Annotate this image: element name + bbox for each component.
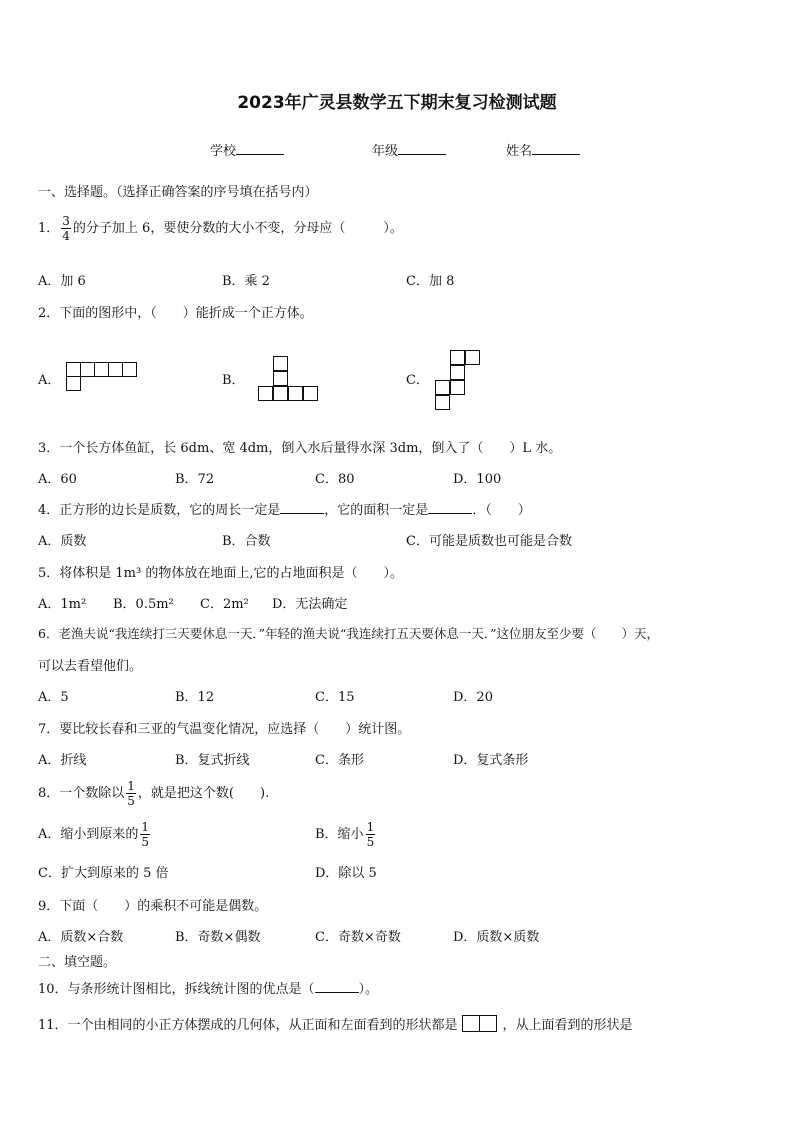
school-field <box>210 140 284 159</box>
q1-text-a: 的分子加上 6，要使分数的大小不变，分母应（ <box>72 221 346 236</box>
grade-blank[interactable] <box>398 142 446 155</box>
q2-option-a[interactable]: A． <box>38 373 61 388</box>
question-1 <box>38 214 403 243</box>
name-blank[interactable] <box>532 142 580 155</box>
q3-option-a[interactable]: A．60 <box>38 472 77 487</box>
q8-option-b[interactable] <box>315 820 377 849</box>
q8-option-a-frac-den: 5 <box>141 835 150 849</box>
question-4 <box>38 499 531 518</box>
q9-option-d[interactable]: D．质数×质数 <box>453 930 540 945</box>
question-5: 5．将体积是 1m³ 的物体放在地面上,它的占地面积是（ ）。 <box>38 566 403 581</box>
q7-option-a[interactable]: A．折线 <box>38 753 87 768</box>
q10-text-a: 10．与条形统计图相比，拆线统计图的优点是（ <box>38 982 315 997</box>
q1-option-b[interactable]: B．乘 2 <box>222 274 270 289</box>
question-9: 9．下面（ ）的乘积不可能是偶数。 <box>38 899 268 914</box>
q1-frac-num: 3 <box>62 214 70 228</box>
q9-option-a[interactable]: A．质数×合数 <box>38 930 124 945</box>
q7-option-d[interactable]: D．复式条形 <box>453 753 529 768</box>
q5-option-b[interactable]: B．0.5m² <box>113 597 174 612</box>
q4-option-b[interactable]: B．合数 <box>222 534 271 549</box>
q8-frac-num: 1 <box>127 779 135 793</box>
q5-option-d[interactable]: D．无法确定 <box>272 597 348 612</box>
q8-option-b-frac-num: 1 <box>366 820 375 834</box>
school-label: 学校 <box>210 144 237 159</box>
question-6-line-1: 6．老渔夫说“我连续打三天要休息一天．”年轻的渔夫说“我连续打五天要休息一天．”这位朋友至少要（ ）天， <box>38 626 660 641</box>
question-10 <box>38 978 378 997</box>
section-fill-heading: 二、填空题。 <box>38 955 117 970</box>
q5-option-a[interactable]: A．1m² <box>38 597 87 612</box>
q2-option-c[interactable]: C． <box>406 373 429 388</box>
q10-text-b: ）。 <box>358 982 379 997</box>
q1-frac-den: 4 <box>62 229 70 243</box>
q1-fraction <box>61 214 71 243</box>
q8-option-a[interactable] <box>38 820 152 849</box>
school-blank[interactable] <box>236 142 284 155</box>
q1-option-a[interactable]: A．加 6 <box>38 274 86 289</box>
q2-option-b[interactable]: B． <box>222 373 245 388</box>
question-8 <box>38 779 269 808</box>
name-field <box>506 140 580 159</box>
q6-option-c[interactable]: C．15 <box>315 690 355 705</box>
q7-option-c[interactable]: C．条形 <box>315 753 364 768</box>
q6-option-b[interactable]: B．12 <box>175 690 215 705</box>
question-6-line-2: 可以去看望他们。 <box>38 659 143 674</box>
q3-option-d[interactable]: D．100 <box>453 472 502 487</box>
section-choice-heading: 一、选择题。（选择正确答案的序号填在括号内） <box>38 185 318 200</box>
q4-text-b: ，它的面积一定是 <box>324 503 429 518</box>
q8-option-b-text: B．缩小 <box>315 827 364 842</box>
q7-option-b[interactable]: B．复式折线 <box>175 753 250 768</box>
q10-blank[interactable] <box>315 980 359 993</box>
question-2: 2．下面的图形中，（ ）能折成一个正方体。 <box>38 306 313 321</box>
q4-blank-1[interactable] <box>280 501 324 514</box>
q8-text-a: 8．一个数除以 <box>38 786 125 801</box>
q4-option-c[interactable]: C．可能是质数也可能是合数 <box>406 534 572 549</box>
q1-text-b: ）。 <box>383 221 403 236</box>
name-label: 姓名 <box>506 144 533 159</box>
q8-option-a-frac-num: 1 <box>141 820 150 834</box>
two-squares-shape <box>464 1015 497 1036</box>
question-3: 3．一个长方体鱼缸，长 6dm、宽 4dm，倒入水后量得水深 3dm，倒入了（ ）L 水。 <box>38 441 562 456</box>
q4-blank-2[interactable] <box>428 501 472 514</box>
grade-field <box>372 140 446 159</box>
q8-option-d[interactable]: D．除以 5 <box>315 866 377 881</box>
q8-frac-den: 5 <box>127 794 135 808</box>
q3-option-b[interactable]: B．72 <box>175 472 215 487</box>
q6-option-d[interactable]: D．20 <box>453 690 493 705</box>
page-title: 2023年广灵县数学五下期末复习检测试题 <box>237 93 557 113</box>
q8-option-b-frac-den: 5 <box>366 835 375 849</box>
q11-text-a: 11．一个由相同的小正方体摆成的几何体，从正面和左面看到的形状都是 <box>38 1018 458 1033</box>
q8-text-b: ，就是把这个数( ). <box>137 786 270 801</box>
q1-number: 1． <box>38 221 60 236</box>
q3-option-c[interactable]: C．80 <box>315 472 355 487</box>
question-11 <box>38 1014 633 1036</box>
q9-option-c[interactable]: C．奇数×奇数 <box>315 930 401 945</box>
q6-option-a[interactable]: A．5 <box>38 690 69 705</box>
q11-text-b: ，从上面看到的形状是 <box>502 1018 633 1033</box>
q8-option-a-text: A．缩小到原来的 <box>38 827 139 842</box>
q4-text-c: ．（ ） <box>472 503 531 518</box>
q9-option-b[interactable]: B．奇数×偶数 <box>175 930 261 945</box>
question-7: 7．要比较长春和三亚的气温变化情况，应选择（ ）统计图。 <box>38 722 411 737</box>
q8-option-a-fraction <box>140 820 150 849</box>
q4-text-a: 4．正方形的边长是质数，它的周长一定是 <box>38 503 281 518</box>
q1-option-c[interactable]: C．加 8 <box>406 274 455 289</box>
grade-label: 年级 <box>372 144 399 159</box>
q4-option-a[interactable]: A．质数 <box>38 534 87 549</box>
q8-fraction <box>126 779 136 808</box>
q8-option-b-fraction <box>366 820 376 849</box>
q8-option-c[interactable]: C．扩大到原来的 5 倍 <box>38 866 169 881</box>
q5-option-c[interactable]: C．2m² <box>200 597 249 612</box>
